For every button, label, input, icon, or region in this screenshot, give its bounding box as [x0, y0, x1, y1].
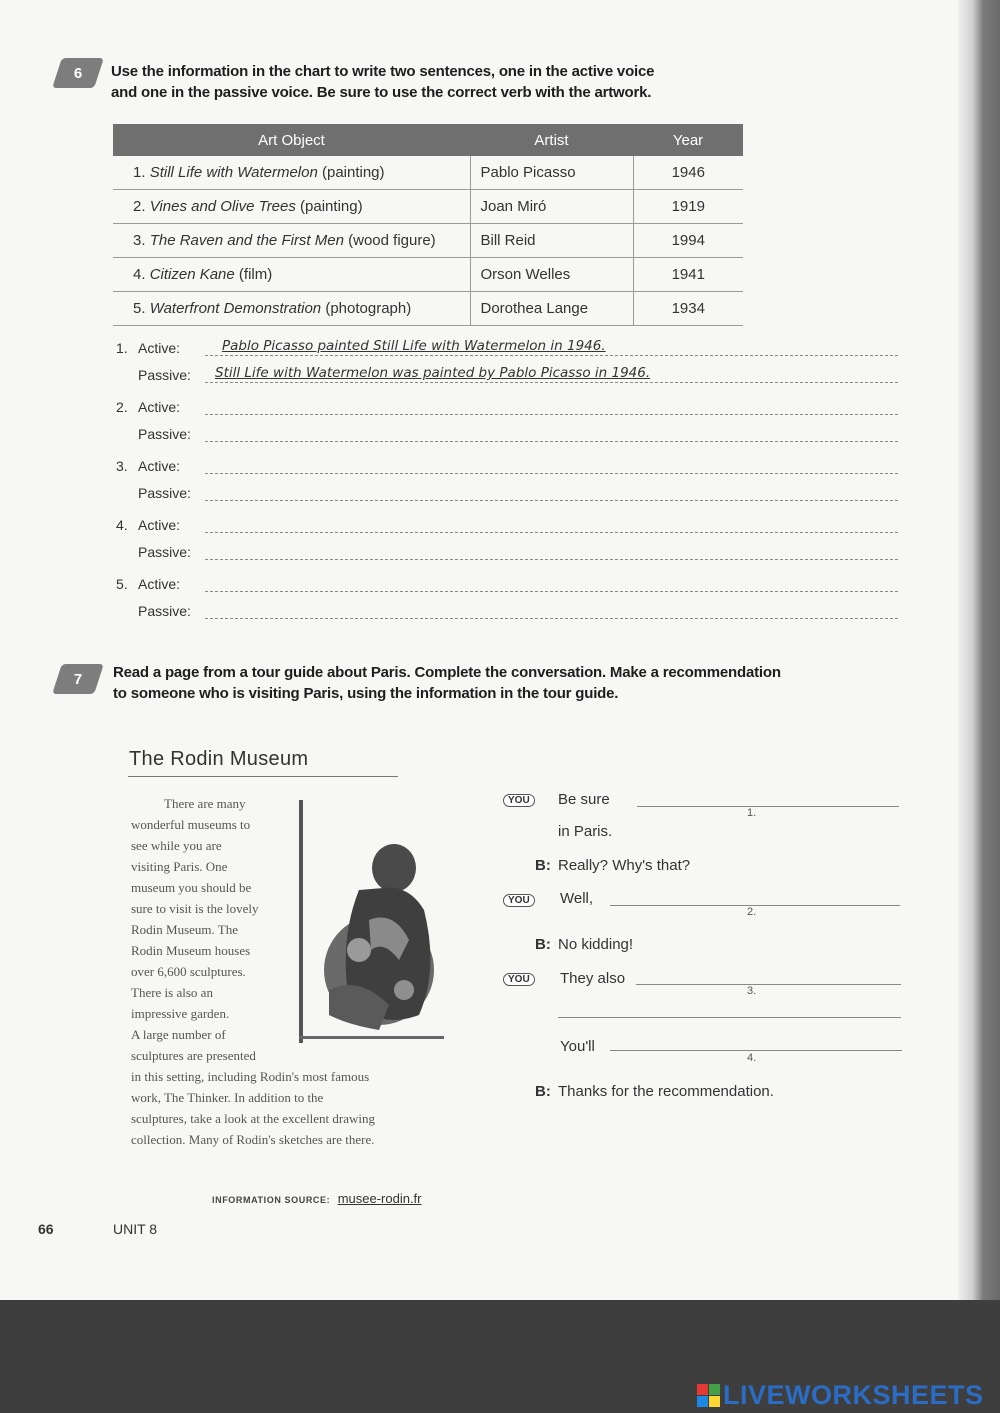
instruction-line: to someone who is visiting Paris, using the information in the tour guide.: [113, 685, 619, 702]
conversation-line-2: Well,: [560, 890, 594, 907]
information-source: [212, 1190, 422, 1208]
active-answer-line[interactable]: [205, 355, 898, 356]
year-cell: 1919: [633, 190, 743, 224]
art-object-cell: [113, 190, 470, 224]
table-row: [113, 156, 743, 190]
museum-text-line: sure to visit is the lovely: [131, 901, 259, 916]
artist-cell: Joan Miró: [470, 190, 633, 224]
museum-text-line: wonderful museums to: [131, 817, 251, 832]
year-cell: 1934: [633, 292, 743, 326]
blank-number: 3.: [747, 985, 757, 997]
instruction-line: Read a page from a tour guide about Paris. Complete the conversation. Make a recommendation: [113, 664, 781, 681]
year-cell: 1946: [633, 156, 743, 190]
artist-cell: Bill Reid: [470, 224, 633, 258]
year-cell: 1994: [633, 224, 743, 258]
table-header: Year: [633, 124, 743, 156]
exercise-7-instructions: [113, 662, 781, 704]
row-number: 2.: [133, 198, 146, 215]
art-object-cell: [113, 258, 470, 292]
art-title: Still Life with Watermelon: [149, 164, 318, 181]
blank-number: 4.: [747, 1052, 757, 1064]
active-answer-line[interactable]: [205, 591, 898, 592]
museum-text-line: sculptures are presented: [131, 1048, 256, 1063]
museum-text-line: impressive garden.: [131, 1006, 230, 1021]
museum-text-line: work, The Thinker. In addition to the: [131, 1090, 324, 1105]
art-object-cell: [113, 156, 470, 190]
exercise-6-badge: [52, 58, 104, 88]
speaker-b: B:: [535, 857, 551, 874]
museum-text-line: over 6,600 sculptures.: [131, 964, 246, 979]
speaker-b: B:: [535, 936, 551, 953]
passive-answer-line[interactable]: [205, 559, 898, 560]
active-answer-line[interactable]: [205, 532, 898, 533]
exercise-6-number: 6: [73, 64, 83, 82]
liveworksheets-logo-icon: [697, 1384, 720, 1407]
active-answer-text: Pablo Picasso painted Still Life with Watermelon in 1946.: [222, 338, 606, 354]
museum-text-line: A large number of: [131, 1027, 226, 1042]
active-label: Active:: [138, 517, 181, 533]
passive-label: Passive:: [138, 544, 191, 560]
conversation-line-4: You'll: [560, 1038, 595, 1055]
active-answer-line[interactable]: [205, 414, 898, 415]
art-title: Waterfront Demonstration: [149, 300, 322, 317]
passive-label: Passive:: [138, 426, 191, 442]
the-thinker-sculpture-image: [299, 800, 444, 1043]
you-label: YOU: [503, 894, 535, 907]
art-type: (photograph): [325, 300, 412, 317]
blank-3[interactable]: [636, 984, 901, 985]
answer-number: 5.: [116, 576, 128, 592]
table-row: [113, 292, 743, 326]
museum-text-line: sculptures, take a look at the excellent drawing: [131, 1111, 376, 1126]
active-answer-line[interactable]: [205, 473, 898, 474]
table-row: [113, 224, 743, 258]
conversation-line-3: They also: [560, 970, 626, 987]
artist-cell: Dorothea Lange: [470, 292, 633, 326]
art-title: Vines and Olive Trees: [149, 198, 296, 215]
active-label: Active:: [138, 340, 181, 356]
museum-text-line: There is also an: [131, 985, 213, 1000]
active-label: Active:: [138, 399, 181, 415]
museum-text-line: visiting Paris. One: [131, 859, 228, 874]
row-number: 4.: [133, 266, 146, 283]
art-chart-table: [113, 124, 743, 326]
row-number: 3.: [133, 232, 146, 249]
you-label: YOU: [503, 973, 535, 986]
museum-text-line: Rodin Museum houses: [131, 943, 251, 958]
museum-title: The Rodin Museum: [129, 748, 309, 770]
page-edge-shadow: [958, 0, 1000, 1300]
museum-text-line: see while you are: [131, 838, 222, 853]
blank-number: 1.: [747, 807, 757, 819]
you-badge: [503, 969, 535, 987]
active-label: Active:: [138, 458, 181, 474]
museum-text-line: museum you should be: [131, 880, 252, 895]
exercise-7-badge: [52, 664, 104, 694]
art-type: (painting): [300, 198, 363, 215]
art-object-cell: [113, 224, 470, 258]
art-type: (painting): [321, 164, 385, 181]
exercise-6-instructions: [111, 61, 654, 103]
source-link[interactable]: musee-rodin.fr: [337, 1191, 422, 1206]
exercise-7-number: 7: [73, 670, 83, 688]
blank-3-continued[interactable]: [558, 1017, 901, 1018]
speaker-b: B:: [535, 1083, 551, 1100]
table-header: Art Object: [113, 124, 470, 156]
art-title: The Raven and the First Men: [149, 232, 344, 249]
passive-answer-line[interactable]: [205, 618, 898, 619]
you-badge: [503, 790, 535, 808]
passive-answer-text: Still Life with Watermelon was painted by Pablo Picasso in 1946.: [215, 365, 651, 381]
answer-number: 1.: [116, 340, 128, 356]
museum-text-continued: [131, 1066, 451, 1150]
passive-label: Passive:: [138, 603, 191, 619]
title-rule: [128, 776, 398, 777]
you-label: YOU: [503, 794, 535, 807]
b-response-1: Really? Why's that?: [558, 857, 691, 874]
conversation-line-1b: in Paris.: [558, 823, 613, 840]
artist-cell: Pablo Picasso: [470, 156, 633, 190]
row-number: 1.: [133, 164, 146, 181]
table-row: [113, 190, 743, 224]
page-number: 66: [38, 1221, 54, 1237]
blank-4[interactable]: [610, 1050, 902, 1051]
b-response-3: Thanks for the recommendation.: [558, 1083, 774, 1100]
blank-number: 2.: [747, 906, 757, 918]
unit-label: UNIT 8: [113, 1221, 158, 1237]
table-header: Artist: [470, 124, 633, 156]
passive-answer-line[interactable]: [205, 382, 898, 383]
watermark-text: LIVEWORKSHEETS: [723, 1380, 984, 1410]
answer-number: 2.: [116, 399, 128, 415]
passive-answer-line[interactable]: [205, 441, 898, 442]
answer-number: 3.: [116, 458, 128, 474]
year-cell: 1941: [633, 258, 743, 292]
instruction-line: Use the information in the chart to write two sentences, one in the active voice: [111, 63, 655, 80]
conversation-line-1: Be sure: [558, 791, 610, 808]
museum-text-line: There are many: [164, 796, 246, 811]
you-badge: [503, 890, 535, 908]
museum-text-line: Rodin Museum. The: [131, 922, 239, 937]
liveworksheets-watermark: [697, 1380, 984, 1411]
museum-text-line: collection. Many of Rodin's sketches are there.: [131, 1132, 375, 1147]
source-label: INFORMATION SOURCE:: [212, 1195, 331, 1205]
art-object-cell: [113, 292, 470, 326]
passive-label: Passive:: [138, 485, 191, 501]
active-label: Active:: [138, 576, 181, 592]
instruction-line: and one in the passive voice. Be sure to use the correct verb with the artwork.: [111, 84, 652, 101]
passive-label: Passive:: [138, 367, 191, 383]
b-response-2: No kidding!: [558, 936, 634, 953]
art-title: Citizen Kane: [149, 266, 235, 283]
artist-cell: Orson Welles: [470, 258, 633, 292]
art-type: (film): [238, 266, 273, 283]
answer-number: 4.: [116, 517, 128, 533]
table-row: [113, 258, 743, 292]
passive-answer-line[interactable]: [205, 500, 898, 501]
museum-text-line: in this setting, including Rodin's most famous: [131, 1069, 370, 1084]
art-type: (wood figure): [348, 232, 436, 249]
blank-1[interactable]: [637, 806, 899, 807]
row-number: 5.: [133, 300, 146, 317]
museum-text: [131, 793, 301, 1066]
